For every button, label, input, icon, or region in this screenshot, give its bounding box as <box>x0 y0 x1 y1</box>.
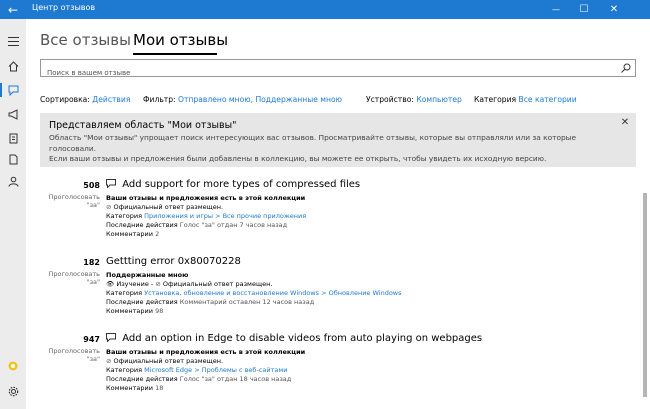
nav-profile[interactable] <box>0 171 26 191</box>
feedback-status: Ваши отзывы и предложения есть в этой коллекции <box>106 194 306 202</box>
category-label: Категория <box>474 95 517 104</box>
official-response: Официальный ответ размещен. <box>113 203 224 211</box>
comments-row <box>106 307 163 315</box>
investigating-status: Изучение - <box>116 280 154 288</box>
last-activity-label: Последние действия <box>106 221 178 229</box>
last-activity-label: Последние действия <box>106 298 178 306</box>
banner-title: Представляем область "Мои отзывы" <box>49 120 237 131</box>
close-icon: ✕ <box>609 4 619 15</box>
category-row-label: Категория <box>106 289 143 297</box>
banner-line-2: Если ваши отзывы и предложения были добавлены в коллекцию, вы можете ее открыть, чтобы увидеть их исходную версию. <box>49 154 547 163</box>
banner-close-button[interactable] <box>618 115 632 129</box>
nav-rail <box>0 19 26 409</box>
official-response-row <box>106 357 223 365</box>
feedback-type-icon <box>106 179 116 188</box>
insider-badge-icon <box>8 361 18 371</box>
category-row <box>106 212 306 220</box>
scrollbar[interactable] <box>642 181 648 407</box>
eye-icon: 👁 <box>106 280 115 288</box>
filter-label: Фильтр: <box>143 95 176 104</box>
sort-label: Сортировка: <box>40 95 90 104</box>
nav-quests[interactable] <box>0 128 26 148</box>
nav-announcements[interactable] <box>0 104 26 124</box>
maximize-icon: ☐ <box>579 4 589 15</box>
main-content <box>26 19 650 409</box>
sort-dropdown[interactable]: Действия <box>92 95 131 104</box>
feedback-item[interactable] <box>26 329 636 409</box>
feedback-list <box>26 175 650 409</box>
back-arrow-icon: ← <box>7 2 19 17</box>
search-icon[interactable] <box>620 62 632 74</box>
comments-row <box>106 230 159 238</box>
search-input[interactable] <box>41 65 611 81</box>
back-button[interactable] <box>0 0 26 19</box>
nav-insider[interactable] <box>0 356 26 376</box>
last-activity-row <box>106 375 291 383</box>
megaphone-icon <box>8 109 19 120</box>
nav-settings[interactable] <box>0 381 26 401</box>
window-title: Центр отзывов <box>32 3 96 12</box>
comments-label: Комментарии <box>106 307 153 315</box>
feedback-icon <box>8 85 19 96</box>
hamburger-icon <box>8 37 19 46</box>
category-filter <box>474 95 577 104</box>
feedback-filter <box>143 95 342 104</box>
upvote-button[interactable]: Проголосовать "за" <box>48 193 100 209</box>
last-activity: Комментарий оставлен 12 часов назад <box>179 298 315 306</box>
hamburger-menu-button[interactable] <box>0 31 26 51</box>
category-row <box>106 289 402 297</box>
banner-text <box>49 133 609 165</box>
vote-count: 947 <box>83 335 100 344</box>
feedback-title[interactable]: Add an option in Edge to disable videos from auto playing on webpages <box>122 333 483 344</box>
quest-icon <box>8 133 19 144</box>
feedback-type-icon <box>106 333 116 342</box>
maximize-button[interactable] <box>570 0 598 19</box>
comments-label: Комментарии <box>106 384 153 392</box>
feedback-item[interactable] <box>26 175 636 255</box>
gear-icon <box>8 386 19 397</box>
upvote-button[interactable]: Проголосовать "за" <box>48 270 100 286</box>
upvote-button[interactable]: Проголосовать "за" <box>48 347 100 363</box>
last-activity: Голос "за" отдан 18 часов назад <box>179 375 292 383</box>
official-response-row <box>106 280 272 288</box>
feedback-status: Поддержанные мною <box>106 271 189 279</box>
feedback-status: Ваши отзывы и предложения есть в этой коллекции <box>106 348 306 356</box>
comments-label: Комментарии <box>106 230 153 238</box>
vote-count: 182 <box>83 258 100 267</box>
nav-achievements[interactable] <box>0 149 26 169</box>
minimize-button[interactable] <box>542 0 570 19</box>
device-label: Устройство: <box>366 95 414 104</box>
comments-row <box>106 384 163 392</box>
official-response: Официальный ответ размещен. <box>113 357 224 365</box>
feedback-item[interactable] <box>26 252 636 332</box>
title-bar <box>0 0 650 19</box>
official-response-row <box>106 203 223 211</box>
official-response: Официальный ответ размещен. <box>162 280 273 288</box>
comments-count: 98 <box>155 307 164 315</box>
feedback-title[interactable]: Gettting error 0x80070228 <box>106 256 241 267</box>
intro-banner <box>40 113 636 167</box>
category-link[interactable]: Установка, обновление и восстановление Windows > Обновление Windows <box>144 289 402 297</box>
category-dropdown[interactable]: Все категории <box>518 95 577 104</box>
category-row-label: Категория <box>106 212 143 220</box>
category-row <box>106 366 287 374</box>
last-activity: Голос "за" отдан 7 часов назад <box>179 221 288 229</box>
nav-home[interactable] <box>0 56 26 76</box>
feedback-title-row <box>106 179 360 190</box>
nav-feedback[interactable] <box>0 80 26 100</box>
check-circle-icon: ⊘ <box>155 280 161 288</box>
active-tab-indicator <box>133 53 217 55</box>
home-icon <box>8 61 19 72</box>
device-filter <box>366 95 462 104</box>
feedback-title[interactable]: Add support for more types of compressed files <box>122 179 361 190</box>
sort-filter <box>40 95 130 104</box>
close-icon: ✕ <box>620 116 630 128</box>
filter-dropdown[interactable]: Отправлено мною, Поддержанные мною <box>178 95 343 104</box>
check-circle-icon: ⊘ <box>106 203 112 211</box>
banner-line-1: Область "Мои отзывы" упрощает поиск интересующих вас отзывов. Просматривайте отзывы, которые вы отправляли или за которые голосовали. <box>49 133 577 153</box>
category-link[interactable]: Приложения и игры > Все прочие приложения <box>144 212 307 220</box>
category-row-label: Категория <box>106 366 143 374</box>
close-button[interactable] <box>600 0 628 19</box>
last-activity-label: Последние действия <box>106 375 178 383</box>
tab-my-feedback[interactable]: Мои отзывы <box>133 31 229 49</box>
comments-count: 2 <box>155 230 160 238</box>
search-box <box>40 59 636 77</box>
person-icon <box>8 176 19 187</box>
comments-count: 18 <box>155 384 164 392</box>
device-dropdown[interactable]: Компьютер <box>416 95 462 104</box>
scrollbar-thumb[interactable] <box>643 193 647 397</box>
vote-count: 508 <box>83 181 100 190</box>
document-icon <box>8 154 19 165</box>
feedback-title-row <box>106 333 482 344</box>
check-circle-icon: ⊘ <box>106 357 112 365</box>
category-link[interactable]: Microsoft Edge > Проблемы с веб-сайтами <box>144 366 288 374</box>
last-activity-row <box>106 221 287 229</box>
feedback-title-row <box>106 256 241 267</box>
tab-all-feedback[interactable]: Все отзывы <box>40 31 131 49</box>
last-activity-row <box>106 298 314 306</box>
minimize-icon: — <box>552 5 560 14</box>
